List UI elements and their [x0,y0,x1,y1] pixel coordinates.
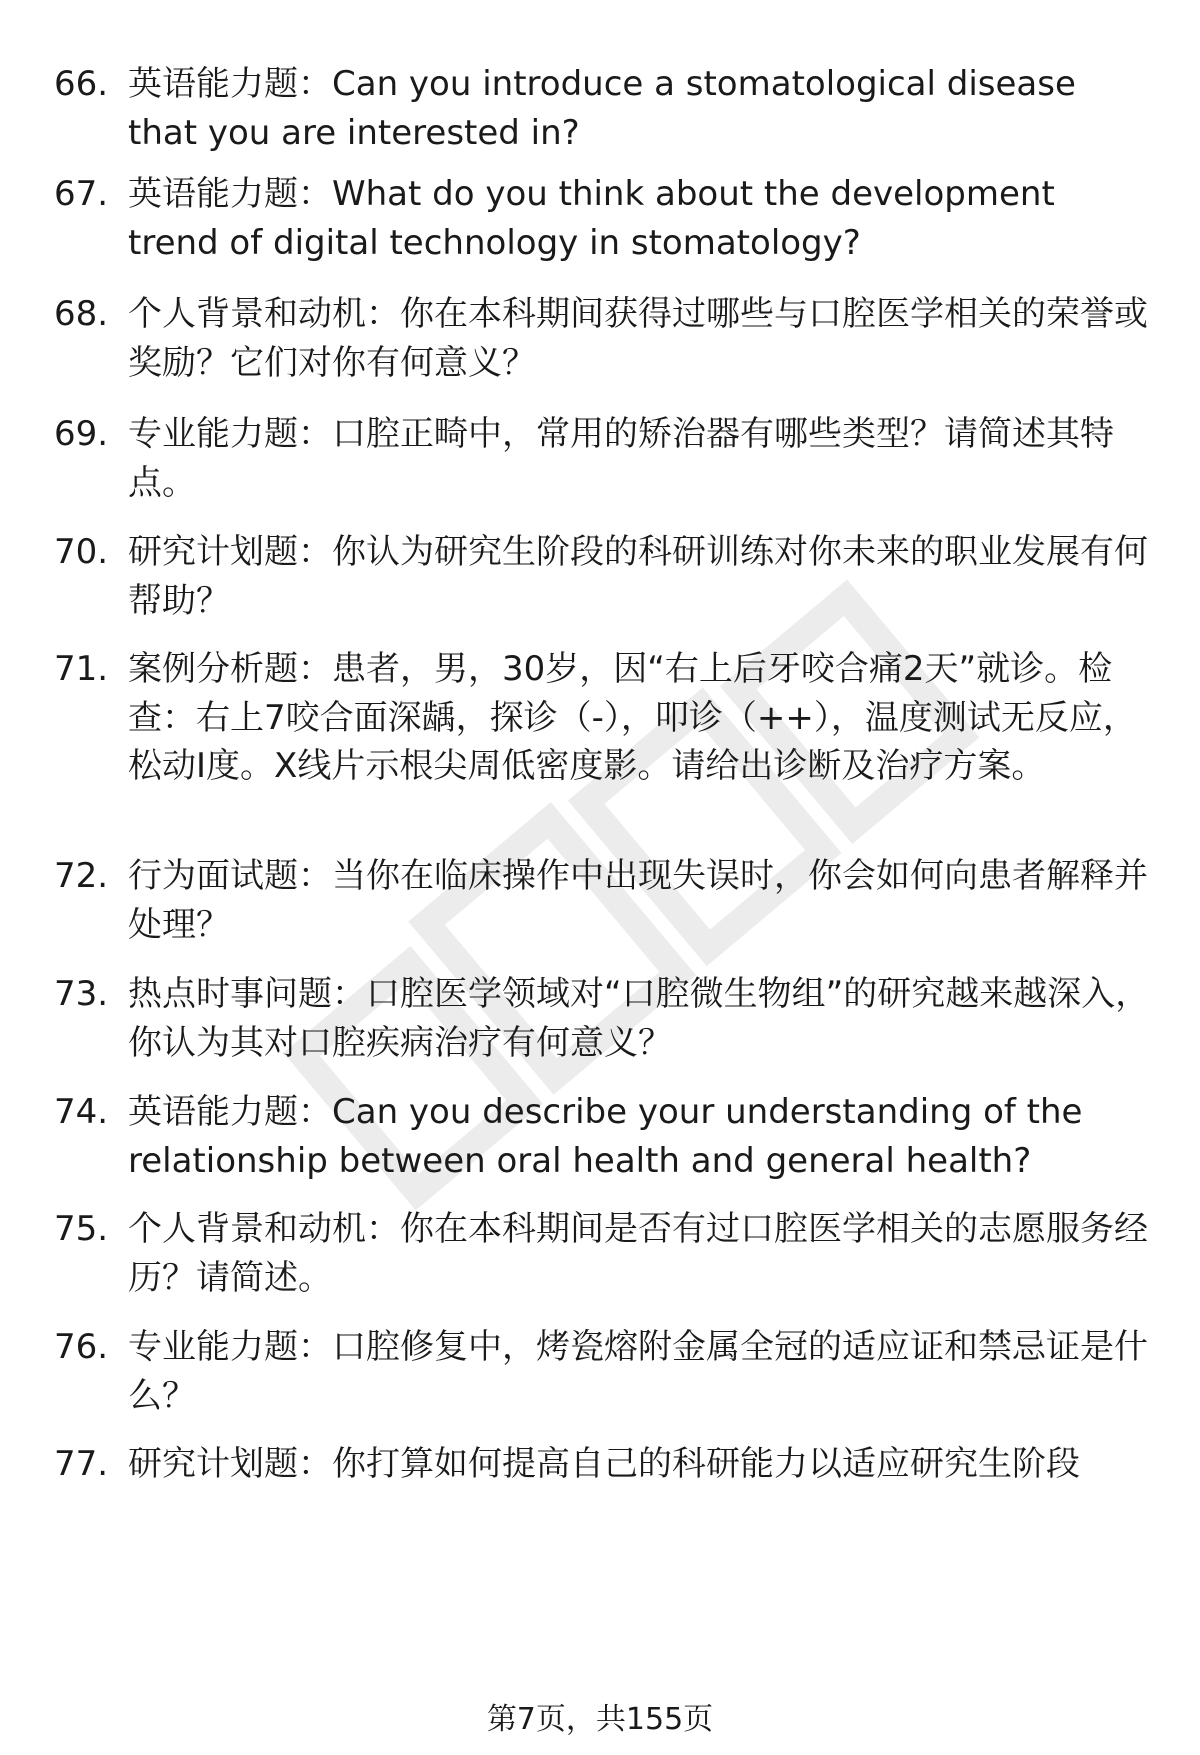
question-text: 个人背景和动机：你在本科期间获得过哪些与口腔医学相关的荣誉或奖励？它们对你有何意义？ [128,294,1148,383]
question-number: 76. [54,1327,109,1367]
question-text: 热点时事问题：口腔医学领域对“口腔微生物组”的研究越来越深入，你认为其对口腔疾病治疗有何意义？ [128,974,1150,1063]
question-text: 英语能力题：What do you think about the development trend of digital technology in stomatology? [128,174,1055,263]
question-number: 77. [54,1444,109,1484]
question-text: 专业能力题：口腔修复中，烤瓷熔附金属全冠的适应证和禁忌证是什么？ [128,1327,1148,1416]
question-number: 70. [54,532,109,572]
question-number: 69. [54,414,109,454]
question-number: 74. [54,1092,109,1132]
question-text: 案例分析题：患者，男，30岁，因“右上后牙咬合痛2天”就诊。检查：右上7咬合面深龋，探诊（-），叩诊（++），温度测试无反应，松动Ⅰ度。X线片示根尖周低密度影。请给出诊断及治疗方案。 [128,649,1137,786]
question-text: 研究计划题：你打算如何提高自己的科研能力以适应研究生阶段 [128,1444,1080,1484]
question-number: 66. [54,64,109,104]
question-text: 英语能力题：Can you introduce a stomatological disease that you are interested in? [128,64,1076,153]
question-number: 68. [54,294,109,334]
question-number: 72. [54,856,109,896]
question-text: 专业能力题：口腔正畸中，常用的矫治器有哪些类型？请简述其特点。 [128,414,1114,503]
page-footer: 第7页，共155页 [486,1702,714,1737]
question-text: 研究计划题：你认为研究生阶段的科研训练对你未来的职业发展有何帮助？ [128,532,1148,621]
question-number: 75. [54,1209,109,1249]
question-text: 行为面试题：当你在临床操作中出现失误时，你会如何向患者解释并处理？ [128,856,1148,945]
question-text: 个人背景和动机：你在本科期间是否有过口腔医学相关的志愿服务经历？请简述。 [128,1209,1148,1298]
question-text: 英语能力题：Can you describe your understanding of the relationship between oral health and general health? [128,1092,1083,1181]
question-number: 71. [54,649,109,689]
question-number: 73. [54,974,109,1014]
question-number: 67. [54,174,109,214]
